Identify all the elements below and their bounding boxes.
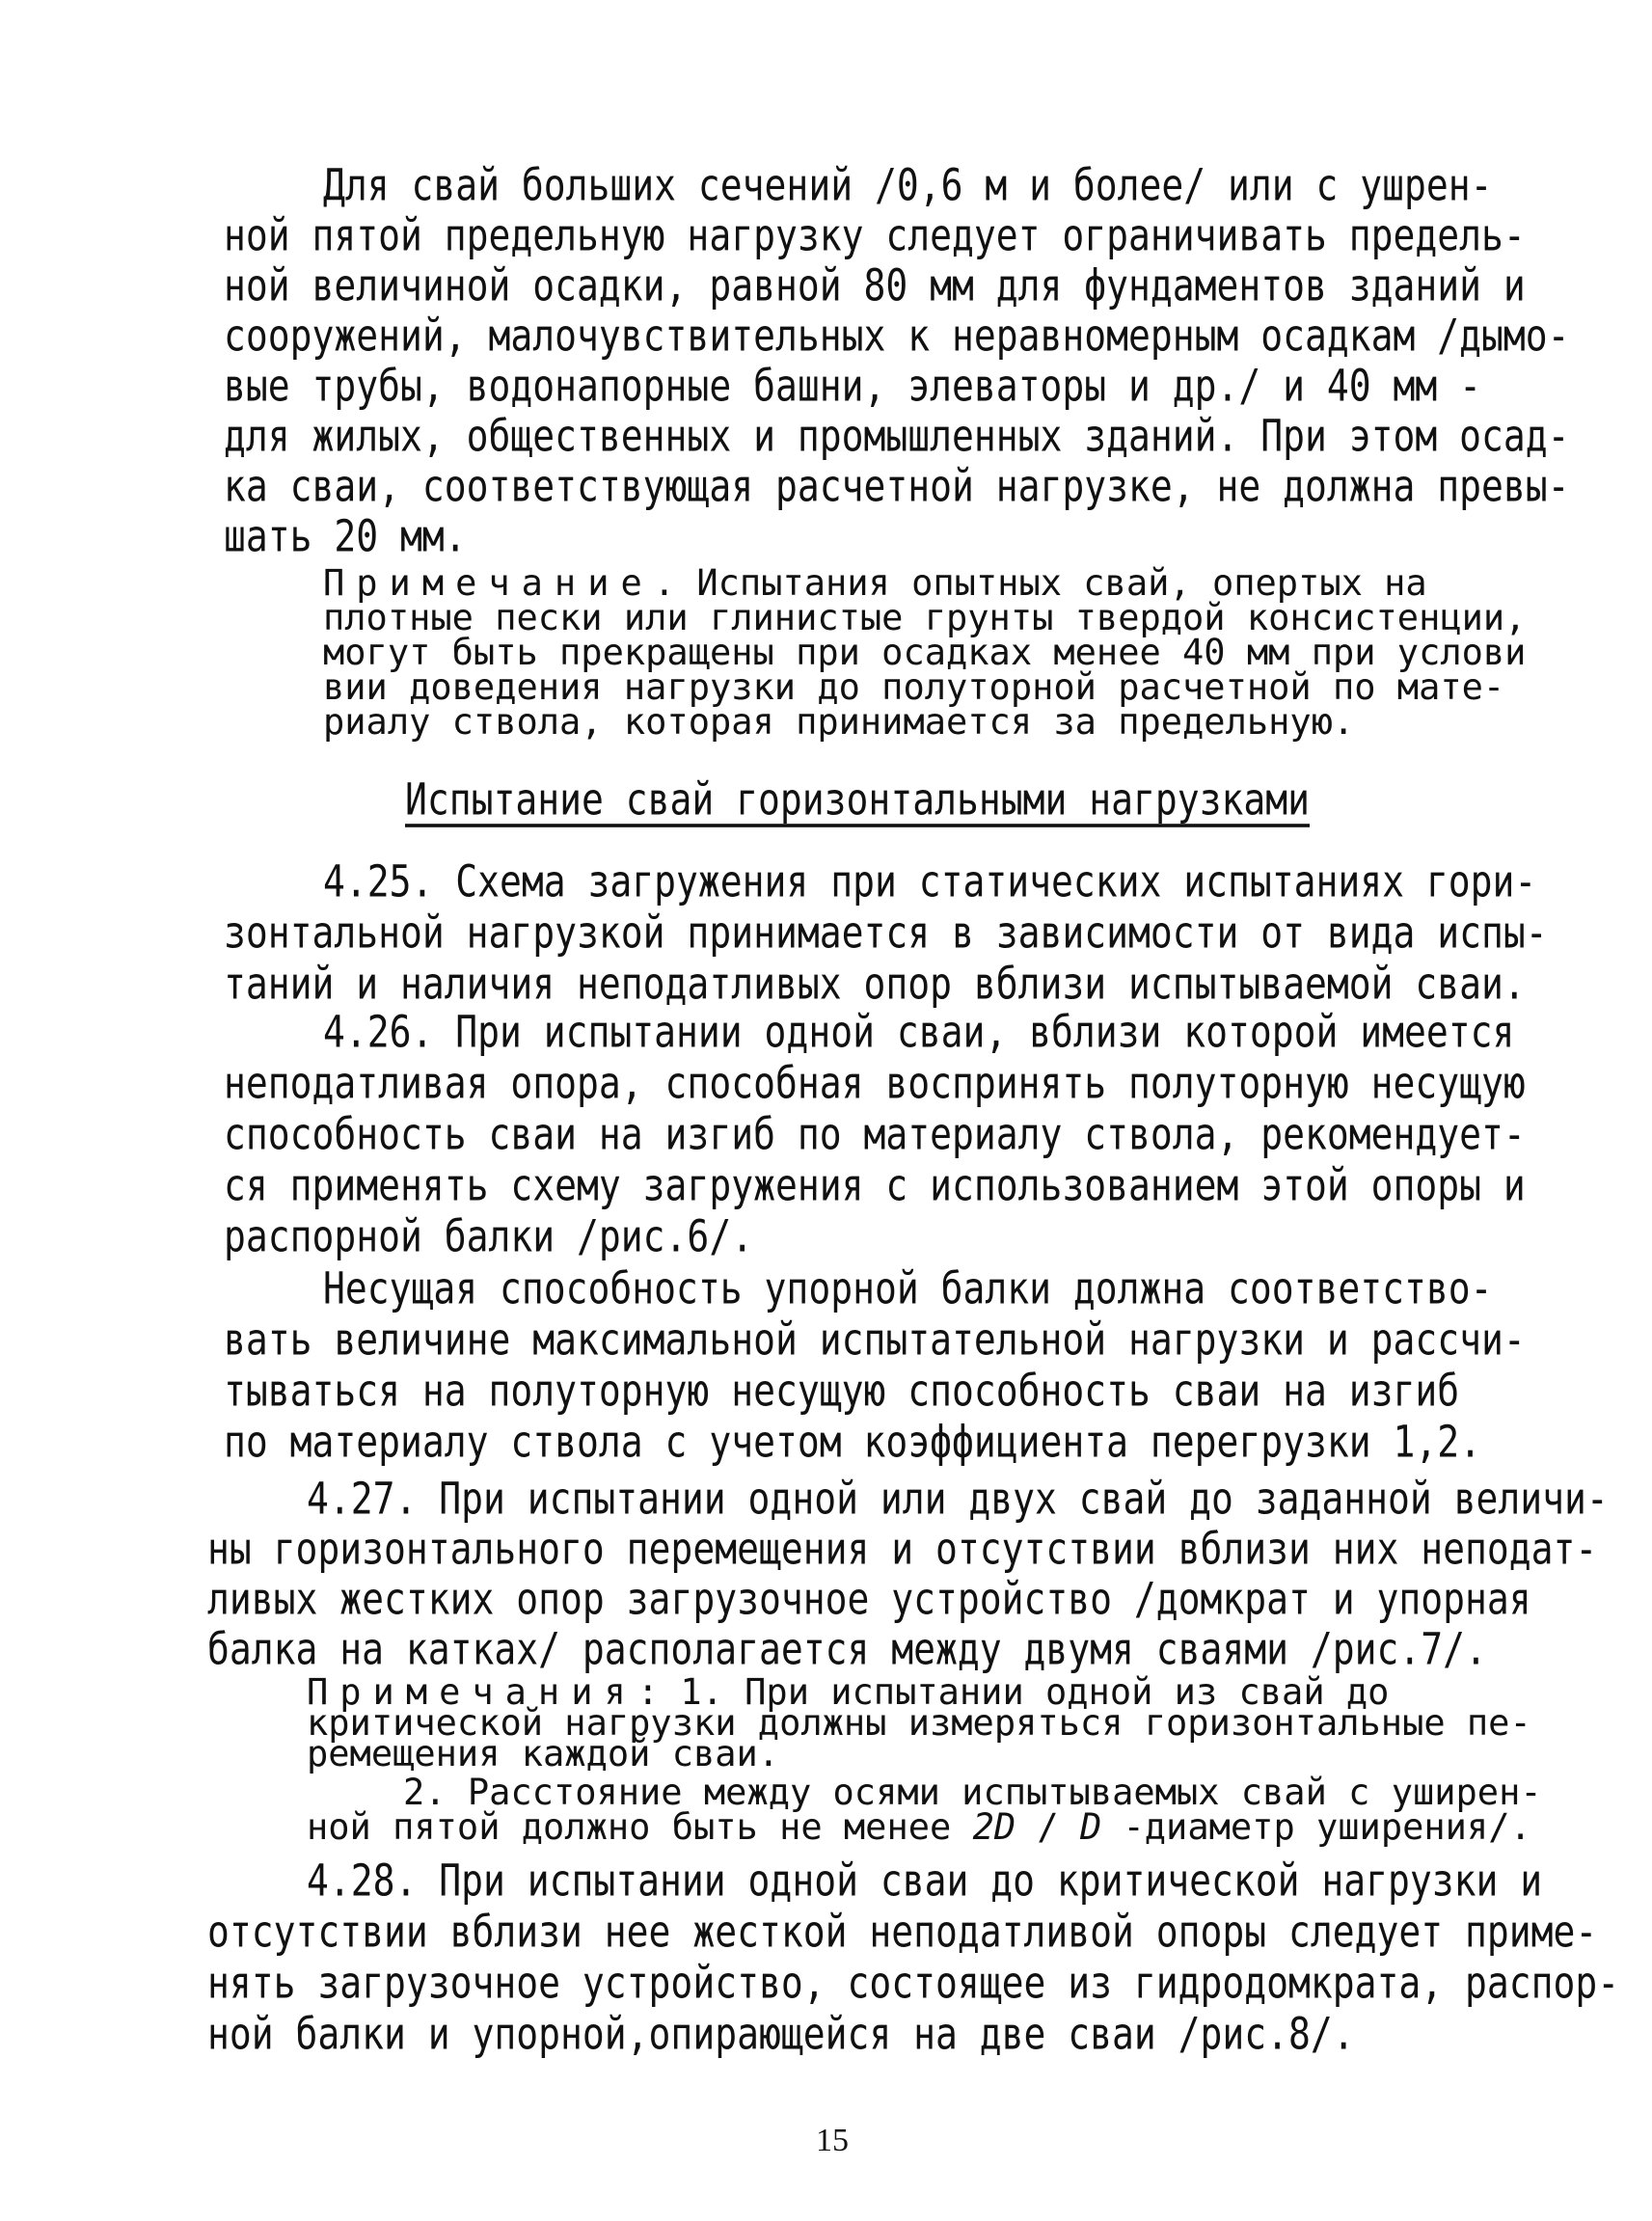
note-first-line [323, 562, 1427, 604]
note-line: 2. Расстояние между осями испытываемых свай с уширен- [403, 1772, 1542, 1813]
text-line: вать величине максимальной испытательной нагрузки и рассчи- [224, 1314, 1526, 1366]
text-line: для жилых, общественных и промышленных зданий. При этом осад- [224, 410, 1570, 462]
note-line: могут быть прекращены при осадках менее 40 мм при услови [323, 632, 1527, 673]
text-line: 4.27. При испытании одной или двух свай до заданной величи- [307, 1473, 1609, 1525]
note-label: Примечания [307, 1671, 637, 1713]
note-text: / [1016, 1806, 1080, 1848]
text-line: ной пятой предельную нагрузку следует ограничивать предель- [224, 209, 1526, 261]
formula-variable: D [1079, 1806, 1102, 1848]
text-line: Несущая способность упорной балки должна соответство- [323, 1262, 1493, 1314]
note-line: ремещения каждой сваи. [307, 1733, 780, 1774]
text-line: отсутствии вблизи нее жесткой неподатливой опоры следует приме- [207, 1906, 1598, 1958]
text-line: сооружений, малочувствительных к неравномерным осадкам /дымо- [224, 310, 1570, 362]
text-line: по материалу ствола с учетом коэффициента перегрузки 1,2. [224, 1416, 1482, 1468]
text-line: ка сваи, соответствующая расчетной нагрузке, не должна превы- [224, 460, 1570, 512]
text-line: таний и наличия неподатливых опор вблизи испытываемой сваи. [224, 958, 1526, 1010]
text-line: 4.25. Схема загружения при статических испытаниях гори- [323, 855, 1537, 907]
formula-variable: 2D [972, 1806, 1016, 1848]
text-line: тываться на полуторную несущую способность сваи на изгиб [224, 1365, 1460, 1417]
text-line: 4.28. При испытании одной сваи до критической нагрузки и [307, 1855, 1543, 1907]
page-number: 15 [816, 2123, 849, 2158]
text-line: ны горизонтального перемещения и отсутствии вблизи них неподат- [207, 1523, 1598, 1575]
note-line: плотные пески или глинистые грунты твердой консистенции, [323, 597, 1527, 638]
text-line: ной величиной осадки, равной 80 мм для фундаментов зданий и [224, 259, 1526, 311]
note-text: ной пятой должно быть не менее [307, 1806, 973, 1848]
text-line: способность сваи на изгиб по материалу ствола, рекомендует- [224, 1108, 1526, 1160]
text-line: неподатливая опора, способная воспринять полуторную несущую [224, 1057, 1526, 1109]
note-text: -диаметр уширения/. [1101, 1806, 1531, 1848]
note-text: : 1. При испытании одной из свай до [636, 1671, 1390, 1713]
text-line: распорной балки /рис.6/. [224, 1210, 754, 1262]
text-line: шать 20 мм. [224, 510, 467, 562]
text-line: 4.26. При испытании одной сваи, вблизи которой имеется [323, 1006, 1515, 1058]
note-line: риалу ствола, которая принимается за предельную. [323, 701, 1355, 743]
section-heading: Испытание свай горизонтальными нагрузками [405, 773, 1310, 826]
note-label: Примечание [323, 562, 654, 604]
note-line: критической нагрузки должны измеряться горизонтальные пе- [307, 1702, 1531, 1744]
note-text: . Испытания опытных свай, опертых на [653, 562, 1427, 604]
text-line: ливых жестких опор загрузочное устройство /домкрат и упорная [207, 1573, 1531, 1625]
text-line: вые трубы, водонапорные башни, элеваторы и др./ и 40 мм - [224, 360, 1482, 412]
text-line: ной балки и упорной,опирающейся на две сваи /рис.8/. [207, 2008, 1355, 2060]
text-line: ся применять схему загружения с использованием этой опоры и [224, 1159, 1526, 1211]
note-line: вии доведения нагрузки до полуторной расчетной по мате- [323, 666, 1505, 708]
text-line: нять загрузочное устройство, состоящее из гидродомкрата, распор- [207, 1957, 1620, 2009]
note-last-line [307, 1806, 1531, 1848]
text-line: зонтальной нагрузкой принимается в зависимости от вида испы- [224, 907, 1548, 959]
text-line: Для свай больших сечений /0,6 м и более/ или с ушрен- [323, 159, 1493, 211]
text-line: балка на катках/ располагается между двумя сваями /рис.7/. [207, 1623, 1487, 1675]
